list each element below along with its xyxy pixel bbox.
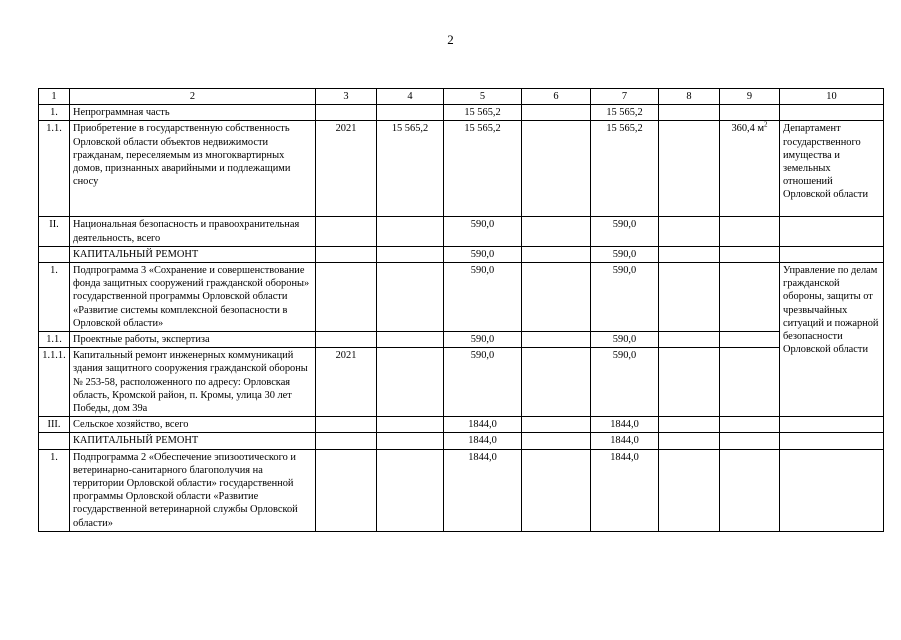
header-cell: 9 (720, 89, 780, 105)
header-cell: 8 (659, 89, 720, 105)
cell-col9 (720, 417, 780, 433)
cell-col6 (522, 348, 591, 417)
cell-col6 (522, 449, 591, 531)
table-row (39, 246, 884, 262)
cell-col5: 590,0 (444, 263, 522, 332)
table-row (39, 121, 884, 217)
cell-col8 (659, 417, 720, 433)
cell-area (720, 121, 780, 217)
cell-col8 (659, 449, 720, 531)
row-number: II. (39, 217, 70, 246)
row-title: Проектные работы, экспертиза (70, 332, 316, 348)
row-number: 1. (39, 105, 70, 121)
cell-responsible: Управление по делам гражданской обороны, защиты от чрезвычайных ситуаций и пожарной безопасности Орловской области (780, 263, 884, 417)
cell-col7: 590,0 (591, 348, 659, 417)
cell-col8 (659, 348, 720, 417)
cell-col7: 590,0 (591, 246, 659, 262)
area-unit-exponent: 2 (764, 120, 768, 129)
budget-table (38, 88, 884, 532)
row-number: III. (39, 417, 70, 433)
cell-responsible (780, 217, 884, 246)
cell-col6 (522, 417, 591, 433)
cell-col4 (377, 433, 444, 449)
cell-responsible (780, 246, 884, 262)
cell-col9 (720, 433, 780, 449)
cell-col5: 590,0 (444, 332, 522, 348)
cell-col8 (659, 105, 720, 121)
row-title: Непрограммная часть (70, 105, 316, 121)
cell-col9 (720, 217, 780, 246)
table-row (39, 449, 884, 531)
header-cell: 2 (70, 89, 316, 105)
cell-responsible (780, 449, 884, 531)
header-cell: 1 (39, 89, 70, 105)
cell-col7: 1844,0 (591, 417, 659, 433)
row-number: 1.1. (39, 332, 70, 348)
cell-col7: 590,0 (591, 332, 659, 348)
cell-col9 (720, 449, 780, 531)
cell-responsible (780, 417, 884, 433)
cell-year (316, 263, 377, 332)
cell-col8 (659, 263, 720, 332)
row-number (39, 246, 70, 262)
header-cell: 7 (591, 89, 659, 105)
cell-col9 (720, 348, 780, 417)
cell-col4 (377, 105, 444, 121)
row-number: 1.1. (39, 121, 70, 217)
cell-year (316, 433, 377, 449)
cell-col7: 15 565,2 (591, 121, 659, 217)
cell-col5: 15 565,2 (444, 121, 522, 217)
cell-responsible (780, 105, 884, 121)
table-row (39, 417, 884, 433)
cell-col8 (659, 121, 720, 217)
cell-col6 (522, 263, 591, 332)
row-title: Капитальный ремонт инженерных коммуникаций здания защитного сооружения гражданской обороны № 253-58, расположенного по адресу: Орловская область, Кромской район, п. Кромы, улица 30 лет Победы, дом 39а (70, 348, 316, 417)
header-cell: 5 (444, 89, 522, 105)
cell-col5: 15 565,2 (444, 105, 522, 121)
cell-year (316, 246, 377, 262)
cell-col9 (720, 246, 780, 262)
cell-col8 (659, 332, 720, 348)
cell-col4 (377, 263, 444, 332)
cell-responsible: Департамент государственного имущества и земельных отношений Орловской области (780, 121, 884, 217)
cell-col4 (377, 217, 444, 246)
cell-col7: 15 565,2 (591, 105, 659, 121)
cell-col6 (522, 246, 591, 262)
table-row (39, 105, 884, 121)
cell-col5: 1844,0 (444, 449, 522, 531)
cell-col6 (522, 433, 591, 449)
cell-col6 (522, 105, 591, 121)
row-title: Подпрограмма 2 «Обеспечение эпизоотического и ветеринарно-санитарного благополучия на территории Орловской области» государственной программы Орловской области «Развитие государственной ветеринарной службы Орловской области» (70, 449, 316, 531)
table-row (39, 217, 884, 246)
table-row (39, 433, 884, 449)
cell-col8 (659, 246, 720, 262)
cell-year (316, 449, 377, 531)
cell-col4 (377, 246, 444, 262)
cell-col7: 1844,0 (591, 433, 659, 449)
cell-year: 2021 (316, 121, 377, 217)
cell-col7: 590,0 (591, 263, 659, 332)
row-number: 1. (39, 263, 70, 332)
row-title: КАПИТАЛЬНЫЙ РЕМОНТ (70, 246, 316, 262)
cell-year (316, 332, 377, 348)
cell-col8 (659, 433, 720, 449)
cell-col6 (522, 217, 591, 246)
row-title: Сельское хозяйство, всего (70, 417, 316, 433)
header-cell: 3 (316, 89, 377, 105)
cell-col7: 590,0 (591, 217, 659, 246)
cell-year (316, 105, 377, 121)
row-title: Приобретение в государственную собственность Орловской области объектов недвижимости гражданам, переселяемым из многоквартирных домов, признанных аварийными и подлежащими сносу (70, 121, 316, 217)
row-number: 1. (39, 449, 70, 531)
cell-col6 (522, 332, 591, 348)
area-value: 360,4 м (731, 123, 765, 135)
cell-col4 (377, 332, 444, 348)
cell-col5: 590,0 (444, 246, 522, 262)
page-number: 2 (447, 32, 454, 47)
cell-col5: 590,0 (444, 348, 522, 417)
header-cell: 4 (377, 89, 444, 105)
row-number (39, 433, 70, 449)
cell-col5: 1844,0 (444, 433, 522, 449)
cell-col9 (720, 332, 780, 348)
cell-col4: 15 565,2 (377, 121, 444, 217)
header-row (39, 89, 884, 105)
table-row (39, 332, 884, 348)
row-title: КАПИТАЛЬНЫЙ РЕМОНТ (70, 433, 316, 449)
cell-col5: 1844,0 (444, 417, 522, 433)
row-title: Национальная безопасность и правоохранительная деятельность, всего (70, 217, 316, 246)
cell-year (316, 217, 377, 246)
cell-year: 2021 (316, 348, 377, 417)
cell-responsible (780, 433, 884, 449)
cell-col8 (659, 217, 720, 246)
cell-col9 (720, 263, 780, 332)
header-cell: 6 (522, 89, 591, 105)
cell-col6 (522, 121, 591, 217)
table-row (39, 348, 884, 417)
row-title: Подпрограмма 3 «Сохранение и совершенствование фонда защитных сооружений гражданской обороны» государственной программы Орловской области «Развитие системы комплексной безопасности в Орловской области» (70, 263, 316, 332)
cell-col9 (720, 105, 780, 121)
row-number: 1.1.1. (39, 348, 70, 417)
cell-col4 (377, 417, 444, 433)
cell-col7: 1844,0 (591, 449, 659, 531)
cell-col5: 590,0 (444, 217, 522, 246)
cell-col4 (377, 449, 444, 531)
cell-year (316, 417, 377, 433)
header-cell: 10 (780, 89, 884, 105)
table-row (39, 263, 884, 332)
cell-col4 (377, 348, 444, 417)
